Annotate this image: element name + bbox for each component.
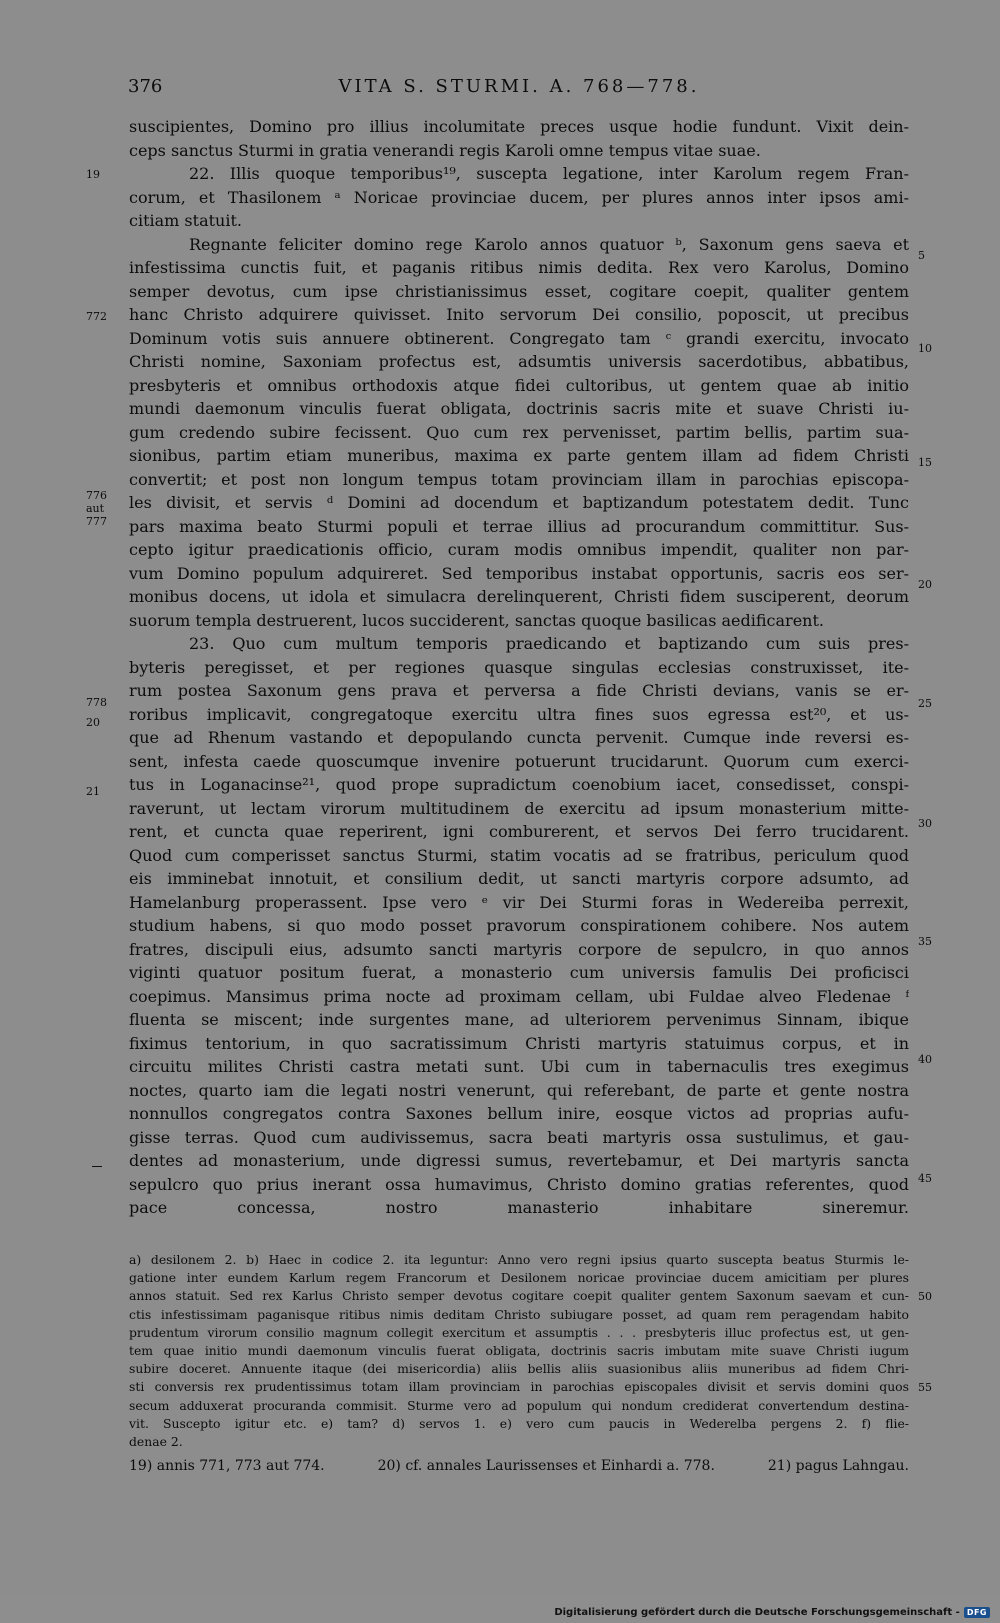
line-number: 20 xyxy=(918,578,932,591)
text-line: studium habens, si quo modo posset pravorum conspirationem cohibere. Nos autem xyxy=(129,916,909,935)
text-line: hanc Christo adquirere quivisset. Inito servorum Dei consilio, poposcit, ut precibus xyxy=(129,305,909,324)
text-line: dentes ad monasterium, unde digressi sumus, revertebamur, et Dei martyris sancta xyxy=(129,1151,909,1170)
line-number: 35 xyxy=(918,935,932,948)
footnote-line: a) desilonem 2. b) Haec in codice 2. ita leguntur: Anno vero regni ipsius quarto suscepta beatus Sturmis le- xyxy=(129,1252,909,1267)
text-line: ceps sanctus Sturmi in gratia venerandi regis Karoli omne tempus vitae suae. xyxy=(129,140,761,160)
margin-note: 777 xyxy=(86,515,107,528)
text-line: Quod cum comperisset sanctus Sturmi, statim vocatis ad se fratribus, periculum quod xyxy=(129,845,909,865)
footnote-line: secum adduxerat procuranda commisit. Sturme vero ad populum qui nondum crediderat convertendum destina- xyxy=(129,1397,909,1413)
text-line: circuitu milites Christi castra metati sunt. Ubi cum in tabernaculis tres exegimus xyxy=(129,1057,909,1076)
text-line: pace concessa, nostro manasterio inhabitare sineremur. xyxy=(129,1198,909,1217)
text-line: sionibus, partim etiam muneribus, maxima ex parte gentem illam ad fidem Christi xyxy=(129,446,909,465)
text-line: Regnante feliciter domino rege Karolo annos quatuor ᵇ, Saxonum gens saeva et xyxy=(189,234,909,254)
line-number: 15 xyxy=(918,456,932,469)
line-number: 10 xyxy=(918,342,932,355)
line-number: 55 xyxy=(918,1381,932,1394)
margin-note: 778 xyxy=(86,696,107,709)
line-number: 40 xyxy=(918,1053,932,1066)
text-line: noctes, quarto iam die legati nostri venerunt, qui referebant, de parte et gente nostra xyxy=(129,1080,909,1100)
text-line: roribus implicavit, congregatoque exercitu ultra fines suos egressa est²⁰, et us- xyxy=(129,704,909,724)
margin-dash xyxy=(92,1166,102,1167)
text-line: vum Domino populum adquireret. Sed temporibus instabat opportunis, sacris eos ser- xyxy=(129,563,909,583)
text-line: gum credendo subire fecissent. Quo cum rex pervenisset, partim bellis, partim sua- xyxy=(129,422,909,442)
text-line: raverunt, ut lectam virorum multitudinem de exercitu ad ipsum monasterium mitte- xyxy=(129,798,909,818)
text-line: semper devotus, cum ipse christianissimus esset, cogitare coepit, qualiter gentem xyxy=(129,281,909,301)
text-line: rum postea Saxonum gens prava et perversa a fide Christi devians, vanis se er- xyxy=(129,681,909,700)
text-line: monibus docens, ut idola et simulacra derelinquerent, Christi fidem susciperent, deorum xyxy=(129,587,909,606)
text-line: byteris peregisset, et per regiones quasque singulas ecclesias construxisset, ite- xyxy=(129,657,909,677)
margin-note: 21 xyxy=(86,785,100,798)
text-line: les divisit, et servis ᵈ Domini ad docendum et baptizandum potestatem dedit. Tunc xyxy=(129,493,909,512)
text-line: 23. Quo cum multum temporis praedicando et baptizando cum suis pres- xyxy=(189,634,909,653)
text-line: suorum templa destruerent, lucos succiderent, sanctas quoque basilicas aedificarent. xyxy=(129,610,824,630)
text-line: Hamelanburg properassent. Ipse vero ᵉ vir Dei Sturmi foras in Wedereiba perrexit, xyxy=(129,892,909,912)
note-19: 19) annis 771, 773 aut 774. xyxy=(129,1458,325,1474)
text-line: gisse terras. Quod cum audivissemus, sacra beati martyris ossa sustulimus, et gau- xyxy=(129,1127,909,1147)
margin-note: 20 xyxy=(86,716,100,729)
text-line: que ad Rhenum vastando et depopulando cuncta pervenit. Cumque inde reversi es- xyxy=(129,728,909,747)
footnote-line: prudentum virorum consilio magnum collegit exercitum et assumptis . . . presbyteris illuc profectus est, ut gen- xyxy=(129,1324,909,1340)
text-line: sepulcro quo prius inerant ossa humavimus, Christo domino gratias referentes, quod xyxy=(129,1174,909,1194)
footnote-line: vit. Suscepto igitur etc. e) tam? d) servos 1. e) vero cum paucis in Wederelba pergens 2. f) flie- xyxy=(129,1415,909,1431)
line-number: 45 xyxy=(918,1172,932,1185)
text-line: 22. Illis quoque temporibus¹⁹, suscepta legatione, inter Karolum regem Fran- xyxy=(189,164,909,183)
text-line: suscipientes, Domino pro illius incolumitate preces usque hodie fundunt. Vixit dein- xyxy=(129,117,909,136)
text-line: Christi nomine, Saxoniam profectus est, adsumtis universis sacerdotibus, abbatibus, xyxy=(129,352,909,371)
footnote-line: sti conversis rex prudentissimus totam illam provinciam in parochias episcopales divisit et servis domini quos xyxy=(129,1379,909,1395)
dfg-logo: DFG xyxy=(964,1607,990,1618)
text-line: fluenta se miscent; inde surgentes mane, ad ulteriorem pervenimus Sinnam, ibique xyxy=(129,1010,909,1029)
text-line: tus in Loganacinse²¹, quod prope supradictum coenobium iacet, consedisset, conspi- xyxy=(129,775,909,794)
text-line: sent, infesta caede quoscumque invenire potuerunt trucidarunt. Quorum cum exerci- xyxy=(129,751,909,771)
text-line: mundi daemonum vinculis fuerat obligata, doctrinis sacris mite et suave Christi iu- xyxy=(129,399,909,418)
text-line: presbyteris et omnibus orthodoxis atque fidei cultoribus, ut gentem quae ab initio xyxy=(129,375,909,395)
line-number: 25 xyxy=(918,697,932,710)
line-number: 30 xyxy=(918,817,932,830)
footnote-line: ctis infestissimam paganisque ritibus nimis deditam Christo subiugare posset, ad quam rem peragendam habito xyxy=(129,1306,909,1322)
page-header xyxy=(128,76,910,106)
note-21: 21) pagus Lahngau. xyxy=(767,1458,909,1474)
margin-note: 776 xyxy=(86,489,107,502)
margin-note: 19 xyxy=(86,168,100,181)
text-line: convertit; et post non longum tempus totam provinciam illam in parochias episcopa- xyxy=(129,469,909,489)
text-line: pars maxima beato Sturmi populi et terrae illius ad procurandum committitur. Sus- xyxy=(129,516,909,536)
text-line: eis imminebat innotuit, et consilium dedit, ut sancti martyris corpore adsumto, ad xyxy=(129,869,909,888)
page-number: 376 xyxy=(128,76,163,97)
text-line: fratres, discipuli eius, adsumto sancti martyris corpore de sepulcro, in quo annos xyxy=(129,939,909,959)
text-line: corum, et Thasilonem ᵃ Noricae provinciae ducem, per plures annos inter ipsos ami- xyxy=(129,187,909,207)
text-line: nonnullos congregatos contra Saxones bellum inire, eosque victos ad proprias aufu- xyxy=(129,1104,909,1123)
text-line: coepimus. Mansimus prima nocte ad proximam cellam, ubi Fuldae alveo Fledenae ᶠ xyxy=(129,986,909,1006)
margin-note: aut xyxy=(86,502,105,515)
numbered-notes xyxy=(129,1458,909,1480)
text-line: fiximus tentorium, in quo sacratissimum Christi martyris statuimus corpus, et in xyxy=(129,1033,909,1053)
footnote-line: tem quae initio mundi daemonum vinculis fuerat obligata, doctrinis sacris imbutam mite suave Christi iugum xyxy=(129,1343,909,1358)
digitization-credit xyxy=(554,1604,990,1620)
footnote-line: annos statuit. Sed rex Karlus Christo semper devotus cogitare coepit qualiter gentem Saxonum saevam et cun- xyxy=(129,1288,909,1304)
text-line: citiam statuit. xyxy=(129,211,242,230)
running-title: VITA S. STURMI. A. 768—778. xyxy=(338,76,700,97)
line-number: 5 xyxy=(918,249,925,262)
margin-note: 772 xyxy=(86,310,107,323)
footnote-line: subire doceret. Annuente itaque (dei misericordia) aliis bellis aliis suasionibus aliis muneribus ad fidem Chri- xyxy=(129,1361,909,1377)
footnote-line: gatione inter eundem Karlum regem Francorum et Desilonem noricae provinciae ducem amicitiam per plures xyxy=(129,1270,909,1286)
credit-text: Digitalisierung gefördert durch die Deutsche Forschungsgemeinschaft - xyxy=(554,1606,960,1618)
footnote-line: denae 2. xyxy=(129,1434,183,1449)
text-line: cepto igitur praedicationis officio, curam modis omnibus impendit, qualiter non par- xyxy=(129,540,909,559)
note-20: 20) cf. annales Laurissenses et Einhardi a. 778. xyxy=(377,1458,715,1474)
text-line: infestissima cunctis fuit, et paganis ritibus nimis dedita. Rex vero Karolus, Domino xyxy=(129,258,909,277)
line-number: 50 xyxy=(918,1290,932,1303)
text-line: Dominum votis suis annuere obtinerent. Congregato tam ᶜ grandi exercitu, invocato xyxy=(129,328,909,348)
text-line: viginti quatuor positum fuerat, a monasterio cum universis famulis Dei proficisci xyxy=(129,963,909,982)
text-line: rent, et cuncta quae reperirent, igni comburerent, et servos Dei ferro trucidarent. xyxy=(129,822,909,841)
